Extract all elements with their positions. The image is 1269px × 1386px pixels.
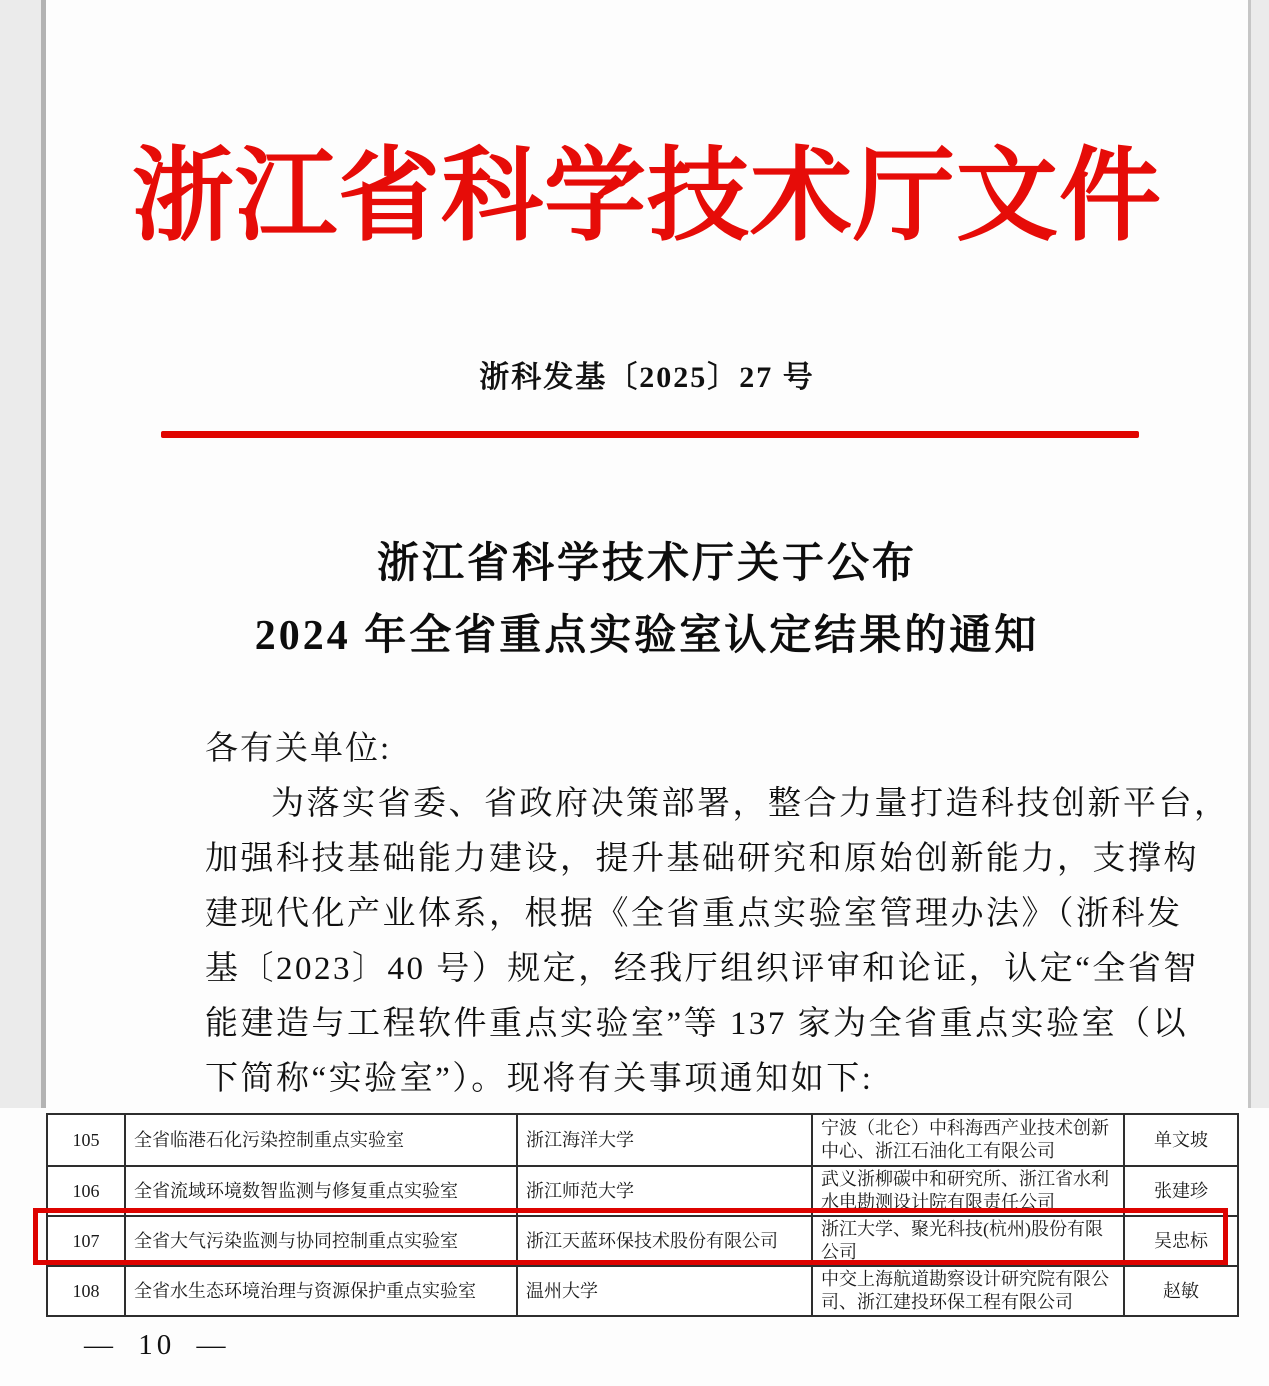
row-number: 105 bbox=[47, 1114, 125, 1166]
director-name: 吴忠标 bbox=[1124, 1216, 1238, 1266]
lab-name: 全省水生态环境治理与资源保护重点实验室 bbox=[125, 1266, 517, 1316]
notice-title-line2: 2024 年全省重点实验室认定结果的通知 bbox=[254, 613, 1040, 659]
body-line: 基〔2023〕40 号）规定，经我厅组织评审和论证，认定“全省智 bbox=[205, 951, 1199, 987]
table-row bbox=[47, 1266, 1238, 1316]
letterhead-title: 浙江省科学技术厅文件 bbox=[132, 141, 1162, 254]
red-divider-line bbox=[161, 431, 1139, 438]
director-name: 单文坡 bbox=[1124, 1114, 1238, 1166]
lab-name: 全省大气污染监测与协同控制重点实验室 bbox=[125, 1216, 517, 1266]
page-number: — 10 — bbox=[84, 1329, 230, 1361]
right-page-margin bbox=[1248, 0, 1269, 1108]
document-number: 浙科发基〔2025〕27 号 bbox=[479, 361, 815, 394]
partner-institutions: 中交上海航道勘察设计研究院有限公司、浙江建投环保工程有限公司 bbox=[812, 1266, 1124, 1316]
row-number: 107 bbox=[47, 1216, 125, 1266]
host-institution: 浙江天蓝环保技术股份有限公司 bbox=[517, 1216, 812, 1266]
notice-title bbox=[46, 528, 1248, 672]
lab-name: 全省流域环境数智监测与修复重点实验室 bbox=[125, 1166, 517, 1216]
partner-institutions: 宁波（北仑）中科海西产业技术创新中心、浙江石油化工有限公司 bbox=[812, 1114, 1124, 1166]
left-page-margin bbox=[0, 0, 46, 1108]
partner-institutions: 浙江大学、聚光科技(杭州)股份有限公司 bbox=[812, 1216, 1124, 1266]
host-institution: 浙江海洋大学 bbox=[517, 1114, 812, 1166]
body-paragraph bbox=[205, 777, 1230, 1107]
host-institution: 温州大学 bbox=[517, 1266, 812, 1316]
row-number: 108 bbox=[47, 1266, 125, 1316]
director-name: 张建珍 bbox=[1124, 1166, 1238, 1216]
host-institution: 浙江师范大学 bbox=[517, 1166, 812, 1216]
table-row bbox=[47, 1114, 1238, 1166]
notice-title-line1: 浙江省科学技术厅关于公布 bbox=[376, 541, 917, 587]
body-line: 能建造与工程软件重点实验室”等 137 家为全省重点实验室（以 bbox=[205, 1006, 1189, 1042]
body-line: 为落实省委、省政府决策部署，整合力量打造科技创新平台， bbox=[271, 786, 1230, 822]
salutation: 各有关单位: bbox=[205, 731, 392, 767]
director-name: 赵敏 bbox=[1124, 1266, 1238, 1316]
body-line: 下简称“实验室”）。现将有关事项通知如下: bbox=[205, 1061, 874, 1097]
highlight-box-row-107 bbox=[33, 1208, 1228, 1265]
body-line: 加强科技基础能力建设，提升基础研究和原始创新能力，支撑构 bbox=[205, 841, 1199, 877]
body-line: 建现代化产业体系，根据《全省重点实验室管理办法》（浙科发 bbox=[205, 896, 1183, 932]
partner-institutions: 武义浙柳碳中和研究所、浙江省水利水电勘测设计院有限责任公司 bbox=[812, 1166, 1124, 1216]
row-number: 106 bbox=[47, 1166, 125, 1216]
lab-name: 全省临港石化污染控制重点实验室 bbox=[125, 1114, 517, 1166]
